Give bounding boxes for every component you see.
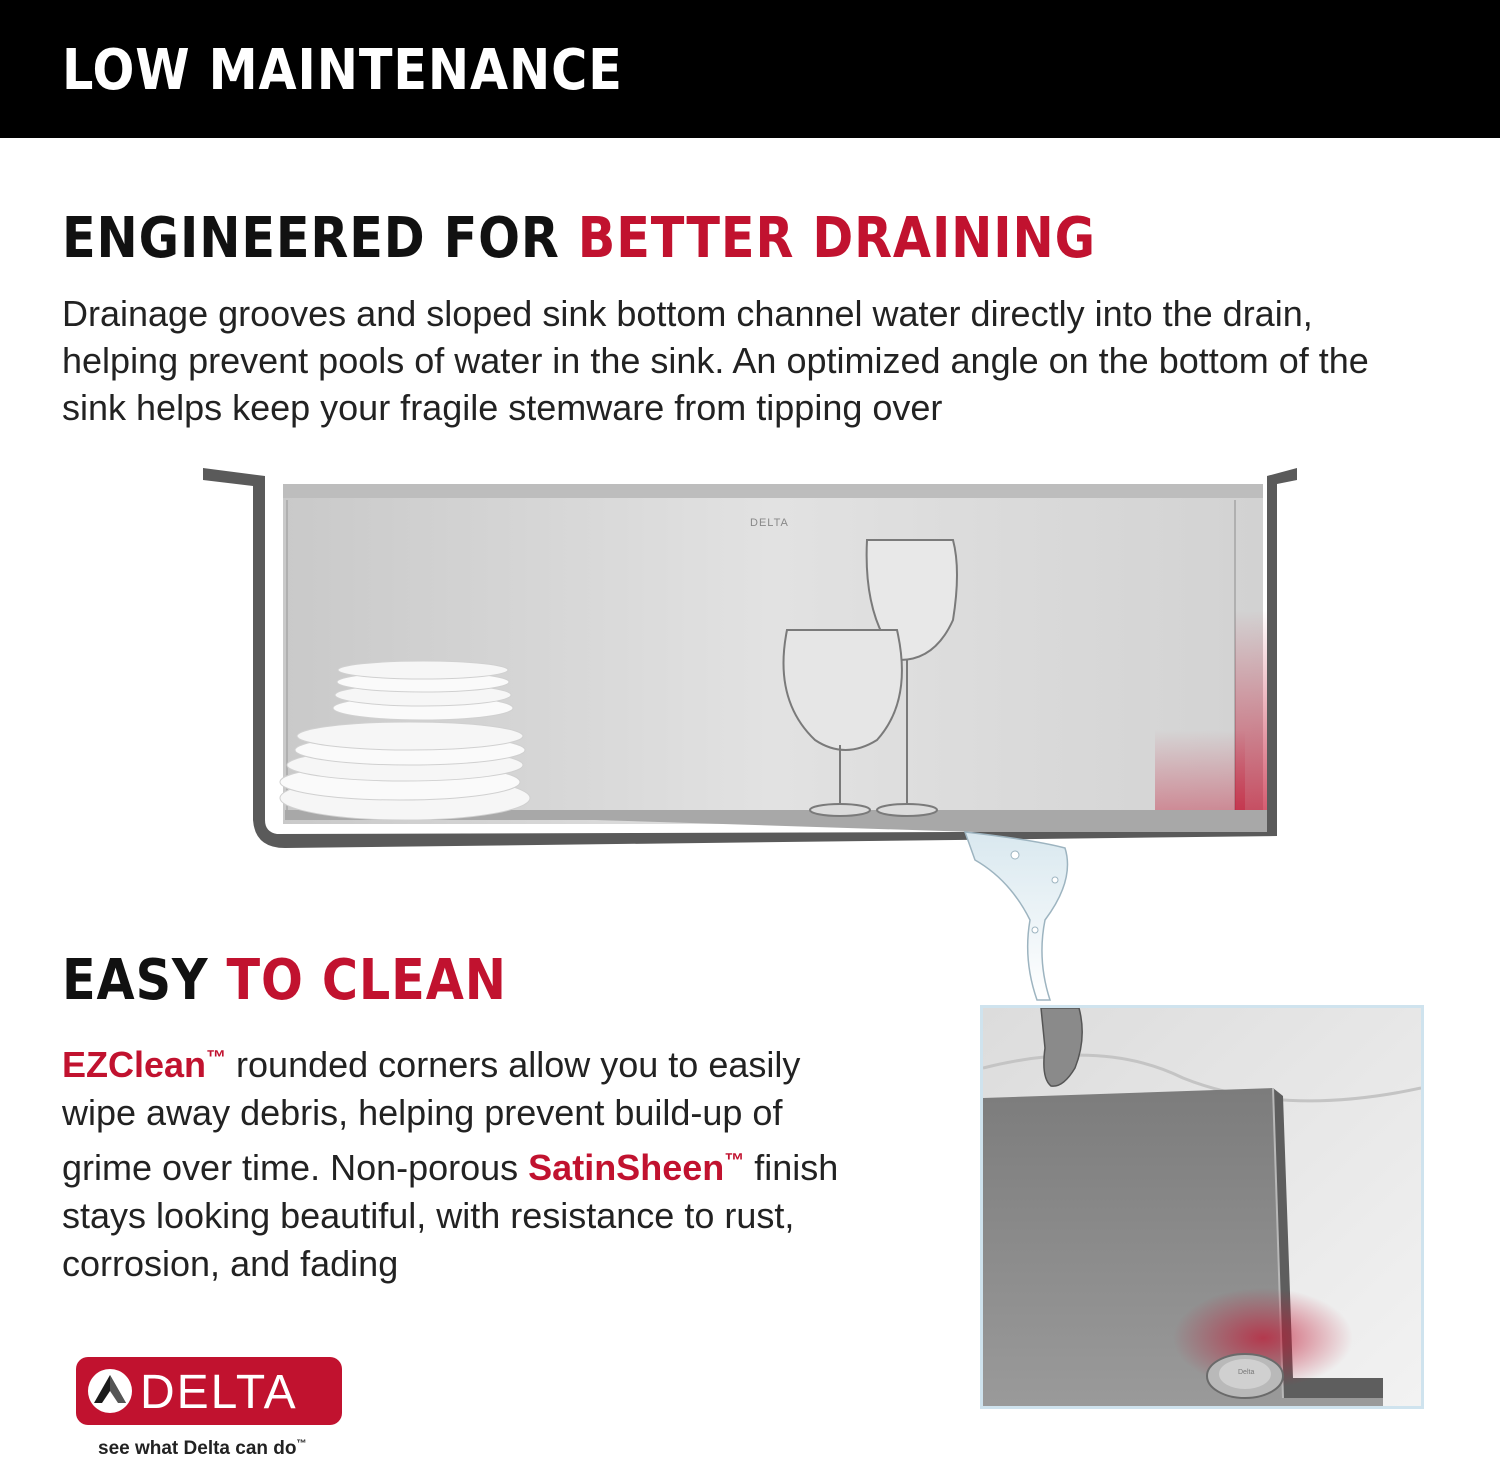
draining-heading-accent: BETTER DRAINING [577, 206, 1096, 271]
delta-logo [76, 1357, 342, 1425]
ezclean-trademark: ™ [206, 1047, 227, 1069]
banner-title: LOW MAINTENANCE [62, 38, 623, 103]
kitchen-sink-photo [980, 1005, 1424, 1409]
cleaning-description [62, 1034, 852, 1288]
satinsheen-trademark: ™ [724, 1150, 745, 1172]
tagline-text: see what Delta can do [98, 1438, 297, 1459]
header-banner [0, 0, 1500, 138]
satinsheen-brand: SatinSheen [528, 1147, 725, 1188]
sink-illustration [195, 460, 1305, 1020]
cleaning-text-part1: rounded corners allow you to easily wipe away debris, helping prevent build-up of grime over time. Non-porous [62, 1044, 801, 1188]
draining-heading-plain: ENGINEERED FOR [62, 206, 578, 271]
cleaning-text-part2: finish stays looking beautiful, with resistance to rust, corrosion, and fading [62, 1147, 839, 1284]
cleaning-heading-accent: TO CLEAN [226, 948, 507, 1013]
draining-heading [62, 206, 1096, 271]
draining-description: Drainage grooves and sloped sink bottom channel water directly into the drain, helping prevent pools of water in the sink. An optimized angle on the bottom of the sink helps keep your fragile stemware from tipping over [62, 293, 1369, 428]
ezclean-brand: EZClean [62, 1044, 207, 1085]
logo-tagline [98, 1438, 307, 1460]
cleaning-heading-plain: EASY [62, 948, 227, 1013]
drain-cover-mark: Delta [1238, 1369, 1255, 1376]
delta-triangle-icon [86, 1367, 134, 1415]
cleaning-heading [62, 948, 507, 1013]
sink-brand-mark: DELTA [750, 517, 789, 529]
logo-wordmark: DELTA [140, 1366, 298, 1419]
draining-water [965, 832, 1068, 1000]
tagline-trademark: ™ [296, 1438, 307, 1450]
